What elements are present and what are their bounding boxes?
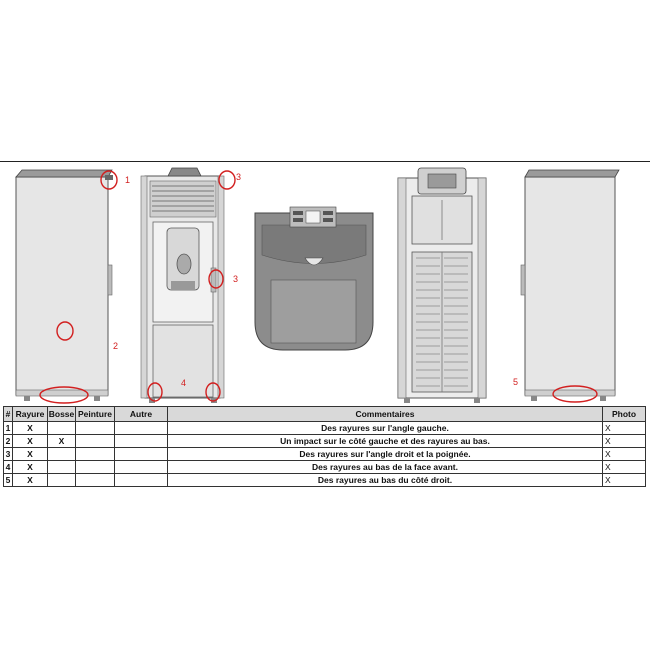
row-commentaire: Des rayures au bas du côté droit. (168, 474, 603, 487)
marker-label-2: 2 (113, 341, 119, 351)
row-rayure: X (13, 448, 48, 461)
row-bosse (48, 461, 76, 474)
row-bosse (48, 474, 76, 487)
row-bosse (48, 422, 76, 435)
table-row (4, 474, 646, 487)
damage-table (3, 406, 646, 487)
row-autre (115, 422, 168, 435)
row-commentaire: Un impact sur le côté gauche et des rayures au bas. (168, 435, 603, 448)
panel-view (255, 207, 373, 350)
marker-label-3a: 3 (236, 172, 242, 182)
row-photo: X (603, 435, 646, 448)
table-header-row (4, 407, 646, 422)
back-view (398, 168, 486, 403)
row-bosse (48, 448, 76, 461)
row-photo: X (603, 422, 646, 435)
row-photo: X (603, 448, 646, 461)
header-autre: Autre (115, 407, 168, 422)
row-rayure: X (13, 461, 48, 474)
row-peinture (76, 422, 115, 435)
marker-label-5: 5 (513, 377, 519, 387)
header-rayure: Rayure (13, 407, 48, 422)
row-photo: X (603, 461, 646, 474)
row-commentaire: Des rayures sur l'angle droit et la poignée. (168, 448, 603, 461)
row-bosse: X (48, 435, 76, 448)
row-num: 1 (4, 422, 13, 435)
header-peinture: Peinture (76, 407, 115, 422)
row-autre (115, 448, 168, 461)
table-row (4, 448, 646, 461)
header-bosse: Bosse (48, 407, 76, 422)
left-side-view (16, 170, 113, 401)
row-peinture (76, 461, 115, 474)
row-num: 2 (4, 435, 13, 448)
row-rayure: X (13, 474, 48, 487)
row-num: 3 (4, 448, 13, 461)
row-num: 4 (4, 461, 13, 474)
table-row (4, 461, 646, 474)
row-rayure: X (13, 422, 48, 435)
table-row (4, 422, 646, 435)
header-photo: Photo (603, 407, 646, 422)
row-autre (115, 435, 168, 448)
row-peinture (76, 435, 115, 448)
header-num: # (4, 407, 13, 422)
row-rayure: X (13, 435, 48, 448)
row-commentaire: Des rayures sur l'angle gauche. (168, 422, 603, 435)
row-peinture (76, 448, 115, 461)
right-side-view (521, 170, 619, 401)
row-autre (115, 461, 168, 474)
marker-label-1: 1 (125, 175, 131, 185)
table-row (4, 435, 646, 448)
marker-label-3b: 3 (233, 274, 239, 284)
marker-label-4: 4 (181, 378, 187, 388)
row-peinture (76, 474, 115, 487)
row-photo: X (603, 474, 646, 487)
row-autre (115, 474, 168, 487)
row-commentaire: Des rayures au bas de la face avant. (168, 461, 603, 474)
header-commentaires: Commentaires (168, 407, 603, 422)
row-num: 5 (4, 474, 13, 487)
